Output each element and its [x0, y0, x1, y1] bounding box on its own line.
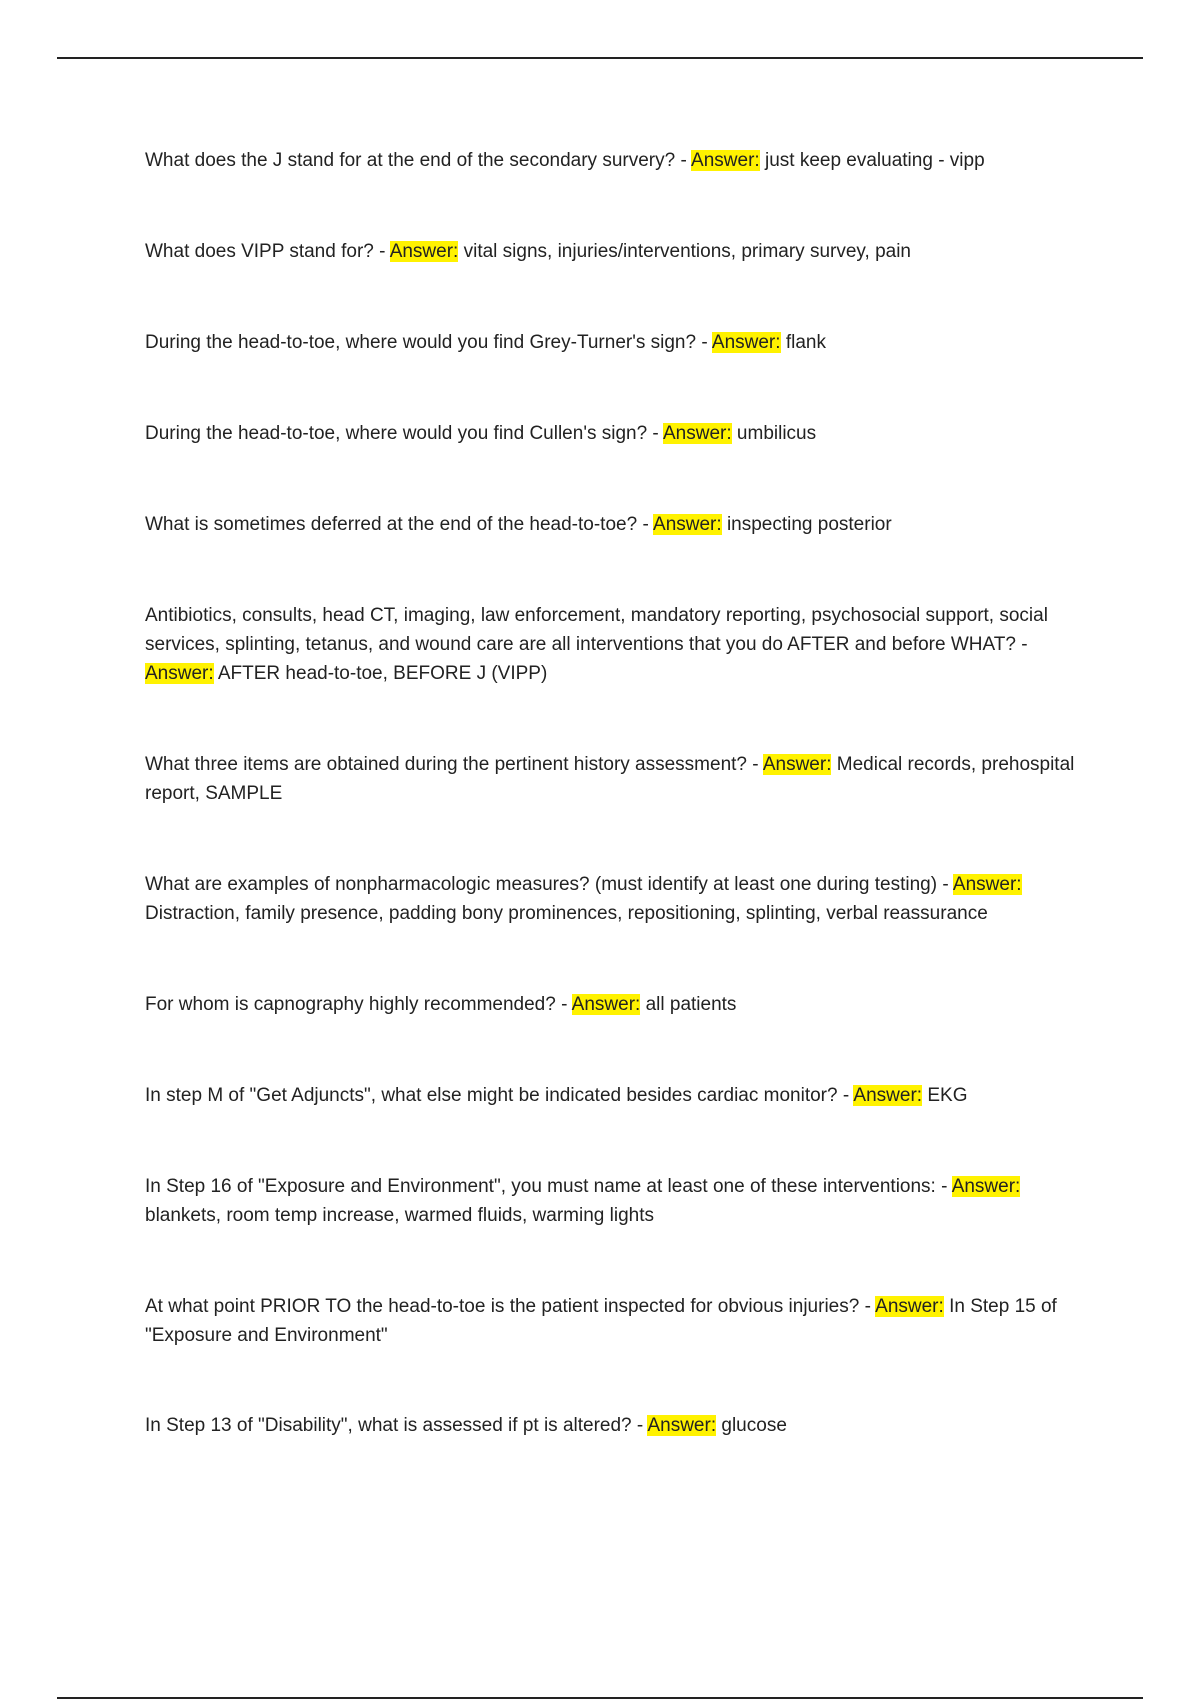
answer-text: vital signs, injuries/interventions, primary survey, pain — [463, 241, 911, 262]
answer-label: Answer: — [663, 423, 732, 444]
separator: - — [555, 994, 572, 1015]
qa-item — [145, 510, 1100, 539]
answer-text: umbilicus — [736, 423, 817, 444]
separator: - — [747, 754, 763, 775]
question-text: In Step 13 of "Disability", what is assessed if pt is altered? — [145, 1415, 632, 1436]
qa-item — [145, 419, 1100, 448]
qa-item — [145, 1172, 1100, 1230]
answer-label: Answer: — [762, 754, 832, 775]
question-text: In Step 16 of "Exposure and Environment", you must name at least one of these interventions: — [145, 1176, 936, 1197]
separator: - — [373, 241, 390, 262]
qa-item — [145, 1411, 1100, 1440]
qa-item — [145, 146, 1100, 175]
answer-label: Answer: — [951, 1176, 1021, 1197]
answer-label: Answer: — [653, 514, 722, 535]
answer-label: Answer: — [952, 874, 1022, 895]
qa-item — [145, 1292, 1100, 1350]
qa-item — [145, 601, 1100, 688]
answer-label: Answer: — [145, 663, 214, 684]
qa-item — [145, 990, 1100, 1019]
answer-label: Answer: — [571, 994, 641, 1015]
question-text: What does the J stand for at the end of the secondary survery? — [145, 150, 676, 171]
separator: - — [859, 1296, 876, 1317]
answer-text: Medical records, prehospital report, SAMPLE — [145, 754, 1075, 804]
question-text: What three items are obtained during the pertinent history assessment? — [145, 754, 747, 775]
qa-item — [145, 870, 1100, 928]
separator: - — [631, 1415, 648, 1436]
question-text: For whom is capnography highly recommended? — [145, 994, 556, 1015]
qa-item — [145, 1081, 1100, 1110]
answer-label: Answer: — [691, 150, 760, 171]
question-text: What is sometimes deferred at the end of the head-to-toe? — [145, 514, 638, 535]
qa-item — [145, 328, 1100, 357]
answer-label: Answer: — [389, 241, 459, 262]
top-rule — [57, 57, 1143, 59]
separator: - — [935, 1176, 952, 1197]
answer-text: blankets, room temp increase, warmed fluids, warming lights — [145, 1205, 654, 1226]
question-text: During the head-to-toe, where would you find Cullen's sign? — [145, 423, 648, 444]
question-text: What are examples of nonpharmacologic measures? (must identify at least one during testing) — [145, 874, 938, 895]
separator: - — [1015, 634, 1028, 655]
separator: - — [696, 332, 712, 353]
bottom-rule — [57, 1697, 1143, 1699]
separator: - — [647, 423, 663, 444]
answer-text: In Step 15 of "Exposure and Environment" — [145, 1296, 1057, 1346]
question-text: Antibiotics, consults, head CT, imaging, law enforcement, mandatory reporting, psychosocial support, social services, splinting, tetanus, and wound care are all interventions that you do AFTER and before WHAT? — [145, 605, 1048, 655]
qa-item — [145, 750, 1100, 808]
answer-label: Answer: — [711, 332, 781, 353]
answer-text: inspecting posterior — [726, 514, 892, 535]
question-text: In step M of "Get Adjuncts", what else might be indicated besides cardiac monitor? — [145, 1085, 838, 1106]
answer-text: just keep evaluating - vipp — [764, 150, 985, 171]
answer-label: Answer: — [875, 1296, 944, 1317]
qa-item — [145, 237, 1100, 266]
separator: - — [937, 874, 953, 895]
answer-label: Answer: — [853, 1085, 923, 1106]
answer-text: Distraction, family presence, padding bony prominences, repositioning, splinting, verbal reassurance — [145, 903, 988, 924]
separator: - — [637, 514, 654, 535]
answer-label: Answer: — [647, 1415, 717, 1436]
answer-text: flank — [785, 332, 826, 353]
question-text: What does VIPP stand for? — [145, 241, 374, 262]
separator: - — [675, 150, 692, 171]
separator: - — [837, 1085, 854, 1106]
question-text: During the head-to-toe, where would you find Grey-Turner's sign? — [145, 332, 697, 353]
answer-text: AFTER head-to-toe, BEFORE J (VIPP) — [217, 663, 548, 684]
answer-text: all patients — [645, 994, 737, 1015]
question-text: At what point PRIOR TO the head-to-toe is the patient inspected for obvious injuries? — [145, 1296, 860, 1317]
answer-text: EKG — [927, 1085, 968, 1106]
answer-text: glucose — [721, 1415, 787, 1436]
